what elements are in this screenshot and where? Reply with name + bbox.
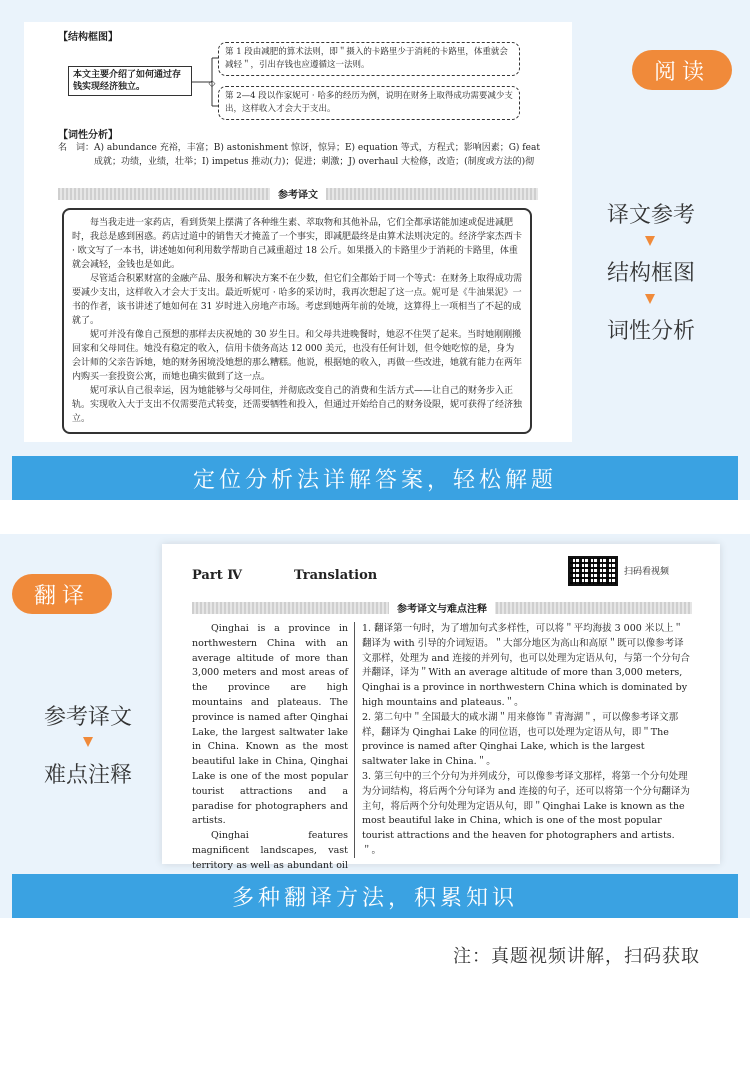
svg-text:◇: ◇ [208, 79, 216, 89]
translation-badge: 翻译 [12, 574, 112, 614]
reading-badge: 阅读 [632, 50, 732, 90]
note-2: 2. 第二句中＂全国最大的咸水湖＂用来修饰＂青海湖＂，可以像参考译文那样，翻译为 Qinghai Lake 的同位语，也可以处理为定语从句，即＂The province is named after Qinghai Lake, which is the largest saltwater lake in China.＂。 [362, 711, 679, 768]
side-label-structure: 结构框图 [606, 261, 695, 286]
arrow-down-icon [645, 294, 655, 304]
column-divider [354, 622, 355, 858]
note-3: 3. 第三句中的三个分句为并列成分，可以像参考译文那样，将第一个分句处理为分词结构，将后两个分句译为 and 连接的句子，还可以将第一个分句翻译为主句，将后两个分句处理为定语从句，即＂Qinghai Lake is known as the most beautiful lake in China, which is one of the most popular tourist attractions and the heaven for photographers and artists.＂。 [362, 770, 690, 856]
side-label-ref-translation: 参考译文 [43, 705, 132, 730]
qr-caption: 扫码看视频 [624, 567, 670, 577]
structure-heading: 【结构框图】 [58, 32, 118, 43]
side-label-difficult-notes: 难点注释 [43, 763, 132, 788]
translation-para-2: 尽管适合积累财富的金融产品、服务和解决方案不在少数，但它们全都始于同一个等式：在财务上取得成功需要减少支出，这样收入才会大于支出。最近听妮可 · 哈多的采访时，我再次想起了这一点。妮可是《牛油果泥》一书的作者，该书讲述了她如何在 31 岁时进入房地产市场。考虑到她两年前的处境，这算得上一项相当了不起的成就了。 [72, 274, 523, 326]
reading-banner: 定位分析法详解答案，轻松解题 [12, 456, 738, 500]
translation-heading: 参考译文 [270, 186, 326, 201]
part-label: Part Ⅳ [192, 568, 242, 583]
main-idea-box [68, 66, 192, 96]
translation-para-1: 每当我走进一家药店，看到货架上摆满了各种维生素、萃取物和其他补品，它们全都承诺能加速或促进减肥时，我总是感到困惑。药店过道中的销售天才掩盖了一个事实，即减肥最终是由算术法则决定的。经济学家杰西卡 · 欧文写了一本书，讲述她如何利用数学帮助自己减重超过 18 公斤。如果摄入的卡路里少于消耗的卡路里，体重就会减轻，金钱也是如此。 [72, 218, 523, 270]
branch-2 [218, 86, 520, 120]
translation-para-3: 妮可并没有像自己预想的那样去庆祝她的 30 岁生日。和父母共进晚餐时，她忍不住哭了起来。当时她刚刚搬回家和父母同住。她没有稳定的收入，信用卡债务高达 12 000 美元，也没有任何计划，但令她吃惊的是，身为会计师的父亲告诉她，她的财务困境没她想的那么糟糕。他说，根据她的收入，再做一些改进，她就有能力在两年内购买一套投资公寓，而她也确实做到了这一点。 [72, 330, 523, 382]
branch-2-text: 第 2—4 段以作家妮可 · 哈多的经历为例，说明在财务上取得成功需要减少支出，这样收入才会大于支出。 [225, 91, 513, 114]
translation-box [62, 208, 532, 434]
notes-heading: 参考译文与难点注释 [389, 600, 495, 615]
translation-heading-bar [58, 188, 538, 200]
footer-note: 注：真题视频讲解，扫码获取 [453, 946, 700, 967]
pos-line-2: 成就；功绩，业绩，壮举；I) impetus 推动(力)；促进；刺激；J) overhaul 大检修，改造；(制度或方法的)彻 [58, 157, 535, 167]
reading-paper [24, 22, 572, 442]
side-label-translation-ref: 译文参考 [606, 203, 695, 228]
main-idea-text: 本文主要介绍了如何通过存钱实现经济独立。 [73, 70, 182, 92]
arrow-down-icon [83, 737, 93, 747]
branch-1 [218, 42, 520, 76]
branch-1-text: 第 1 段由减肥的算术法则，即＂摄入的卡路里少于消耗的卡路里，体重就会减轻＂，引出存钱也应遵循这一法则。 [225, 47, 508, 70]
note-1: 1. 翻译第一句时，为了增加句式多样性，可以将＂平均海拔 3 000 米以上＂翻译为 with 引导的介词短语。＂大部分地区为高山和高原＂既可以像参考译文那样，处理为 and 连接的并列句，也可以处理为定语从句，与第一个分句合并翻译，译为＂With an average altitude of more than 3,000 meters, Qinghai is a province in northwestern China which is dominated by high mountains and plateaus.＂。 [362, 623, 690, 708]
english-column [192, 622, 348, 871]
arrow-down-icon [645, 236, 655, 246]
pos-line-1: 名 词：A) abundance 充裕，丰富；B) astonishment 惊讶，惊异；E) equation 等式，方程式；影响因素；G) feat [58, 143, 540, 153]
notes-heading-bar [192, 602, 692, 614]
pos-heading: 【词性分析】 [58, 130, 118, 141]
notes-column [362, 622, 692, 858]
side-label-pos: 词性分析 [606, 319, 695, 344]
english-para-2: Qinghai features magnificent landscapes, vast territory as well as abundant oil [192, 830, 348, 871]
translation-paper [162, 544, 720, 871]
translation-para-4: 妮可承认自己很幸运，因为她能够与父母同住，并彻底改变自己的消费和生活方式——让自己的财务步入正轨。实现收入大于支出不仅需要范式转变，还需要牺牲和投入，但通过开始给自己的财务设限，妮可获得了经济独立。 [72, 386, 523, 424]
translation-banner: 多种翻译方法，积累知识 [12, 874, 738, 918]
qr-code-icon[interactable] [568, 556, 618, 586]
english-para-1: Qinghai is a province in northwestern China with an average altitude of more than 3,000 meters and most areas of the province are high mountains and plateaus. The province is named after Qinghai Lake, the largest saltwater lake in China. Known as the most beautiful lake in China, Qinghai Lake is one of the most popular tourist attractions and a paradise for photographers and artists. [192, 623, 348, 827]
part-title: Translation [294, 568, 378, 583]
